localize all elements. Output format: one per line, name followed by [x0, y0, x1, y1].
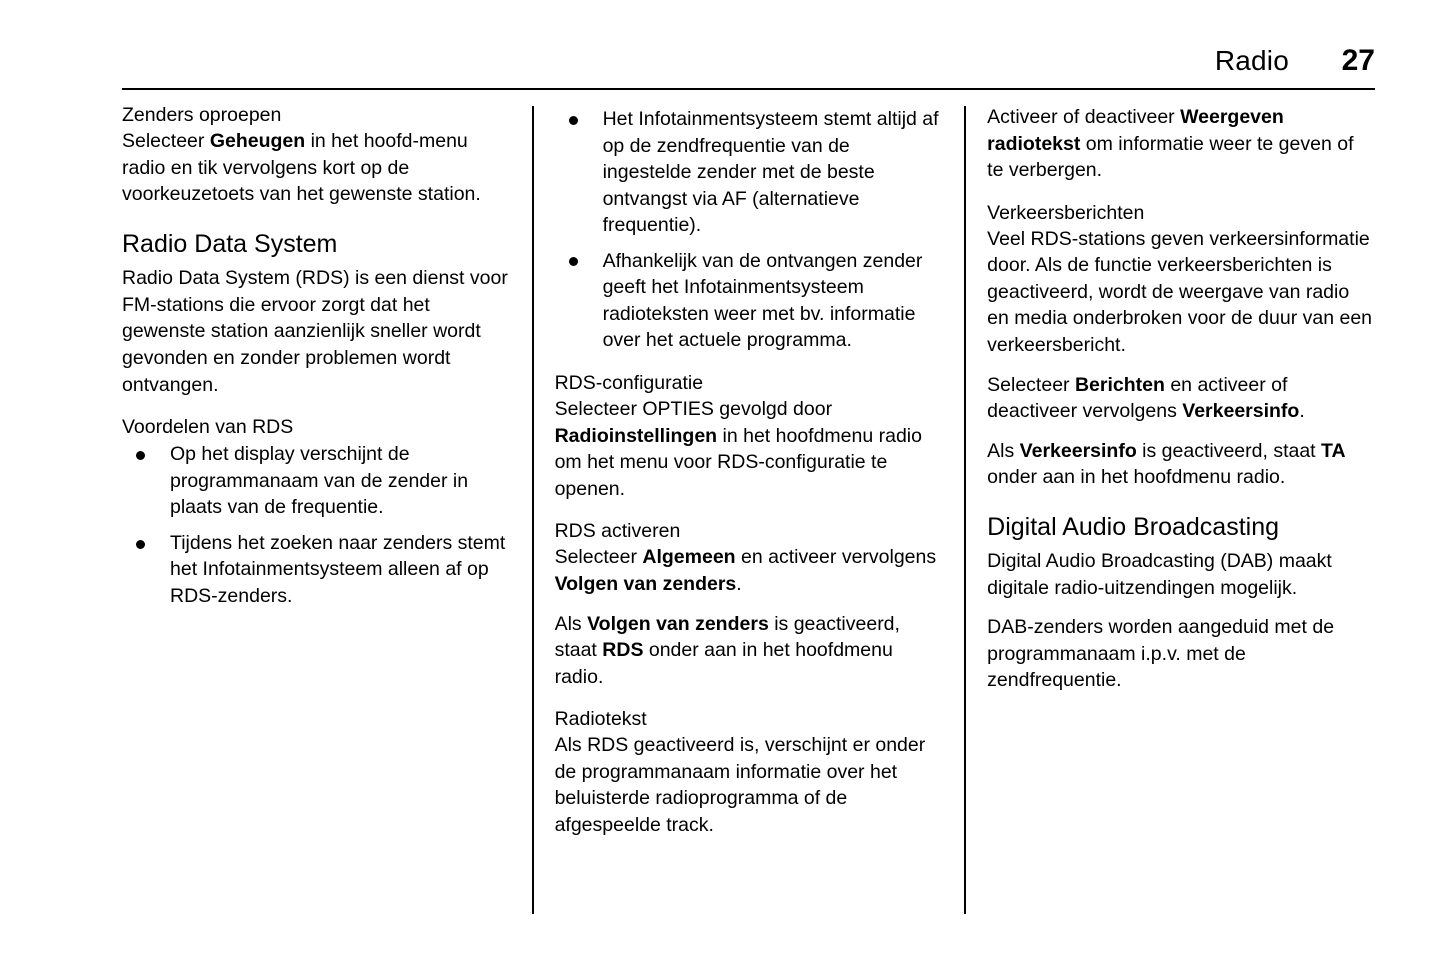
page-title: Radio [1214, 45, 1289, 76]
subsection-heading: Voordelen van RDS [122, 416, 294, 439]
paragraph: Als Volgen van zenders is geactiveerd, staat RDS onder aan in het hoofdmenu radio. [554, 612, 900, 688]
paragraph: Selecteer Algemeen en activeer vervolgens Volgen van zenders. [554, 546, 937, 595]
paragraph: Radio Data System (RDS) is een dienst voor FM-stations die ervoor zorgt dat het gewenste station aanzienlijk sneller wordt gevonden en zonder problemen wordt ontvangen. [122, 267, 508, 396]
text-column-left [122, 104, 510, 914]
text-column-middle [555, 104, 943, 914]
subsection-heading: RDS activeren [554, 520, 681, 543]
column-divider [532, 106, 534, 914]
column-divider [964, 106, 966, 914]
paragraph: Activeer of deactiveer Weergeven radiotekst om informatie weer te geven of te verbergen. [987, 106, 1354, 182]
paragraph: Selecteer Berichten en activeer of deactiveer vervolgens Verkeersinfo. [987, 373, 1305, 423]
column-gap-right [942, 104, 987, 914]
column-gap-left [510, 104, 555, 914]
subsection-heading: Verkeersberichten [987, 201, 1145, 224]
header-divider [122, 88, 1375, 90]
list-item-label: Het Infotainmentsysteem stemt altijd af op de zendfrequentie van de ingestelde zender met de beste ontvangst via AF (alternatieve frequentie). [602, 108, 939, 237]
bullet-icon [569, 257, 578, 266]
list-item [122, 441, 510, 521]
list-item [555, 248, 943, 354]
list-item [555, 106, 943, 239]
page-header [122, 44, 1375, 78]
paragraph: Selecteer Geheugen in het hoofd-menu radio en tik vervolgens kort op de voorkeuzetoets van het gewenste station. [122, 130, 481, 206]
content-columns [122, 104, 1375, 914]
list-item-label: Op het display verschijnt de programmanaam van de zender in plaats van de frequentie. [170, 443, 469, 519]
subsection-heading: Zenders oproepen [122, 104, 282, 126]
paragraph: DAB-zenders worden aangeduid met de programmanaam i.p.v. met de zendfrequentie. [987, 616, 1335, 692]
page-number: 27 [1341, 44, 1375, 77]
bullet-icon [569, 116, 578, 125]
section-heading: Digital Audio Broadcasting [987, 512, 1280, 541]
bullet-icon [136, 540, 145, 549]
section-heading: Radio Data System [122, 229, 338, 258]
text-column-right [987, 104, 1375, 914]
list-item-label: Tijdens het zoeken naar zenders stemt het Infotainmentsysteem alleen af op RDS-zenders. [170, 531, 506, 607]
paragraph: Selecteer OPTIES gevolgd door Radioinstellingen in het hoofdmenu radio om het menu voor RDS-configuratie te openen. [554, 398, 922, 500]
list-item [122, 530, 510, 610]
paragraph: Als Verkeersinfo is geactiveerd, staat TA onder aan in het hoofdmenu radio. [987, 439, 1346, 489]
paragraph: Veel RDS-stations geven verkeersinformatie door. Als de functie verkeersberichten is geactiveerd, wordt de weergave van radio en media onderbroken voor de duur van een verkeersbericht. [987, 227, 1373, 356]
subsection-heading: Radiotekst [554, 708, 647, 731]
bullet-icon [136, 451, 145, 460]
subsection-heading: RDS-configuratie [554, 371, 704, 394]
paragraph: Digital Audio Broadcasting (DAB) maakt digitale radio-uitzendingen mogelijk. [987, 550, 1332, 599]
paragraph: Als RDS geactiveerd is, verschijnt er onder de programmanaam informatie over het beluisterde radioprogramma of de afgespeelde track. [554, 734, 926, 836]
list-item-label: Afhankelijk van de ontvangen zender geeft het Infotainmentsysteem radioteksten weer met bv. informatie over het actuele programma. [602, 249, 923, 352]
bullet-list [122, 441, 510, 609]
bullet-list [555, 106, 943, 354]
